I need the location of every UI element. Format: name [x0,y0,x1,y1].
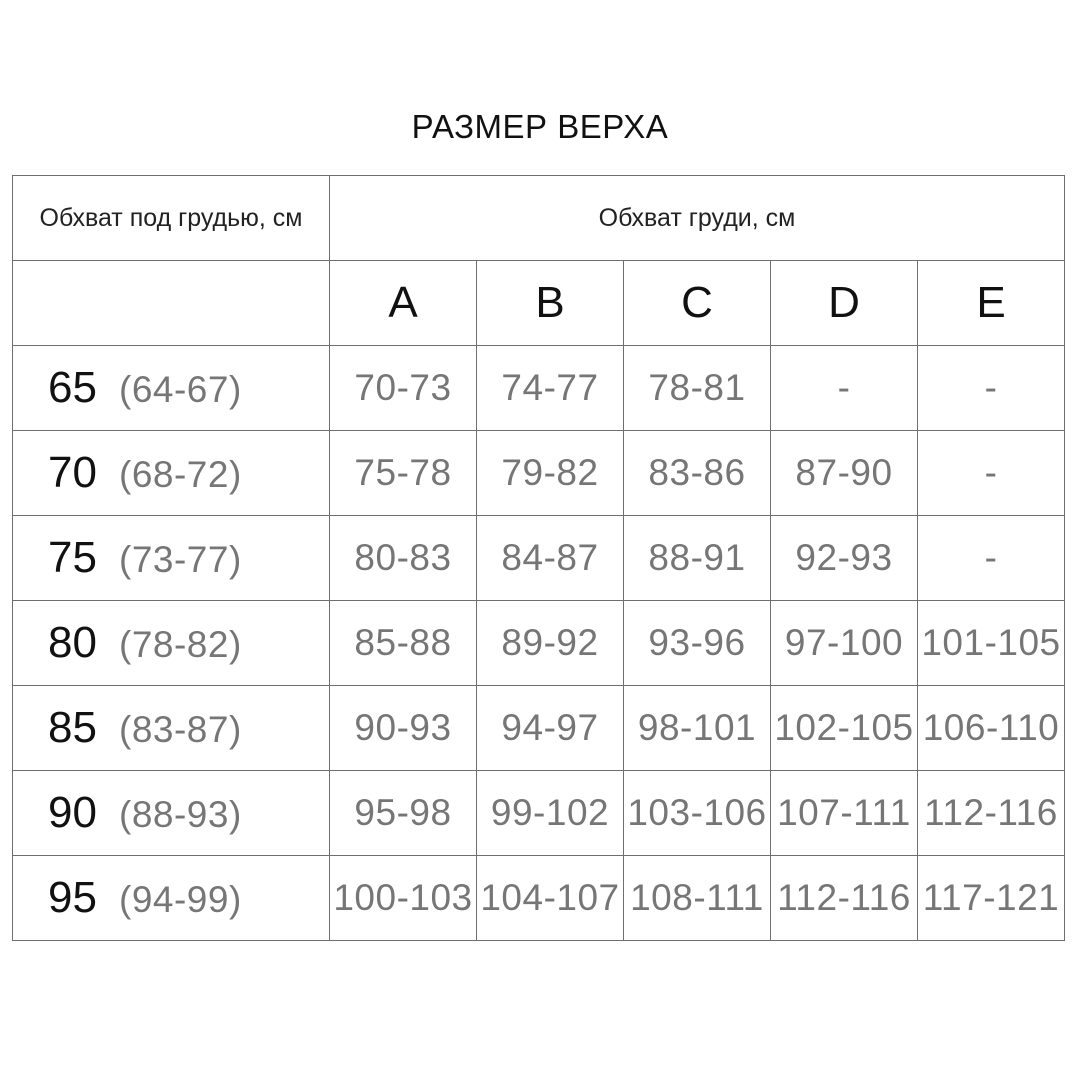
bust-range: 83-86 [648,452,746,493]
bust-range: 89-92 [501,622,599,663]
bust-cell [330,856,477,941]
bust-cell [330,431,477,516]
underbust-range: (64-67) [119,369,242,410]
underbust-header-label: Обхват под грудью, см [39,203,303,232]
cup-header-b [477,261,624,346]
bust-cell [330,516,477,601]
bust-range: 106-110 [922,707,1060,748]
table-row [13,346,1065,431]
size-table [12,175,1065,941]
bust-range: 101-105 [921,622,1061,663]
band-size: 65 [48,363,97,412]
bust-range: 92-93 [795,537,893,578]
bust-range: - [984,452,998,493]
underbust-cell [13,686,330,771]
bust-cell [771,856,918,941]
bust-range: 93-96 [648,622,746,663]
underbust-cell [13,601,330,686]
underbust-range: (94-99) [119,879,242,920]
cup-row [13,261,1065,346]
bust-cell [330,771,477,856]
band-size: 85 [48,703,97,752]
bust-header-label: Обхват груди, см [598,203,796,232]
header-row [13,176,1065,261]
bust-cell [330,346,477,431]
bust-cell [624,601,771,686]
cup-letter: C [681,278,713,327]
bust-cell [771,431,918,516]
cup-letter: A [388,278,418,327]
bust-cell [918,686,1065,771]
cup-header-d [771,261,918,346]
band-size: 95 [48,873,97,922]
bust-cell [330,601,477,686]
bust-cell [771,601,918,686]
cup-header-c [624,261,771,346]
band-size: 75 [48,533,97,582]
table-row [13,856,1065,941]
underbust-range: (88-93) [119,794,242,835]
table-row [13,686,1065,771]
bust-range: 107-111 [777,792,911,833]
bust-range: 79-82 [501,452,599,493]
bust-cell [771,771,918,856]
band-size: 70 [48,448,97,497]
bust-cell [771,516,918,601]
bust-cell [771,686,918,771]
bust-range: 99-102 [490,792,610,833]
bust-cell [918,516,1065,601]
bust-range: 74-77 [501,367,599,408]
bust-range: 84-87 [501,537,599,578]
bust-cell [477,516,624,601]
underbust-cell [13,856,330,941]
bust-cell [330,686,477,771]
bust-cell [624,431,771,516]
table-row [13,771,1065,856]
underbust-cell [13,516,330,601]
bust-cell [624,346,771,431]
bust-range: - [984,537,998,578]
bust-range: 117-121 [922,877,1060,918]
bust-range: 95-98 [354,792,452,833]
band-size: 90 [48,788,97,837]
bust-range: 90-93 [354,707,452,748]
underbust-cell [13,346,330,431]
underbust-cell [13,431,330,516]
table-row [13,431,1065,516]
bust-range: 80-83 [354,537,452,578]
underbust-range: (78-82) [119,624,242,665]
bust-cell [918,601,1065,686]
bust-cell [624,856,771,941]
bust-range: 102-105 [774,707,914,748]
cup-letter: B [535,278,565,327]
bust-cell [477,771,624,856]
cup-letter: D [828,278,860,327]
bust-cell [624,686,771,771]
bust-range: 87-90 [795,452,893,493]
bust-cell [918,346,1065,431]
bust-range: 94-97 [501,707,599,748]
bust-range: 100-103 [333,877,473,918]
bust-cell [918,431,1065,516]
bust-range: 112-116 [777,877,911,918]
cup-letter: E [976,278,1006,327]
underbust-range: (83-87) [119,709,242,750]
bust-cell [477,346,624,431]
bust-range: 75-78 [354,452,452,493]
bust-cell [624,516,771,601]
band-size: 80 [48,618,97,667]
bust-range: 78-81 [648,367,746,408]
bust-cell [624,771,771,856]
bust-range: 88-91 [648,537,746,578]
bust-cell [477,856,624,941]
cup-header-e [918,261,1065,346]
bust-range: 104-107 [480,877,620,918]
bust-cell [918,771,1065,856]
cup-header-a [330,261,477,346]
bust-cell [477,686,624,771]
bust-range: 70-73 [354,367,452,408]
bust-cell [918,856,1065,941]
bust-range: 108-111 [630,877,764,918]
bust-range: 98-101 [637,707,757,748]
table-row [13,601,1065,686]
bust-cell [477,601,624,686]
cup-row-empty-cell [13,261,330,346]
underbust-range: (68-72) [119,454,242,495]
underbust-cell [13,771,330,856]
bust-cell [477,431,624,516]
page-title: РАЗМЕР ВЕРХА [411,108,669,145]
bust-range: 97-100 [784,622,904,663]
bust-range: 85-88 [354,622,452,663]
bust-range: 112-116 [924,792,1058,833]
bust-cell [771,346,918,431]
bust-range: - [984,367,998,408]
bust-range: 103-106 [627,792,767,833]
bust-range: - [837,367,851,408]
table-row [13,516,1065,601]
bust-header [330,176,1065,261]
underbust-range: (73-77) [119,539,242,580]
underbust-header [13,176,330,261]
